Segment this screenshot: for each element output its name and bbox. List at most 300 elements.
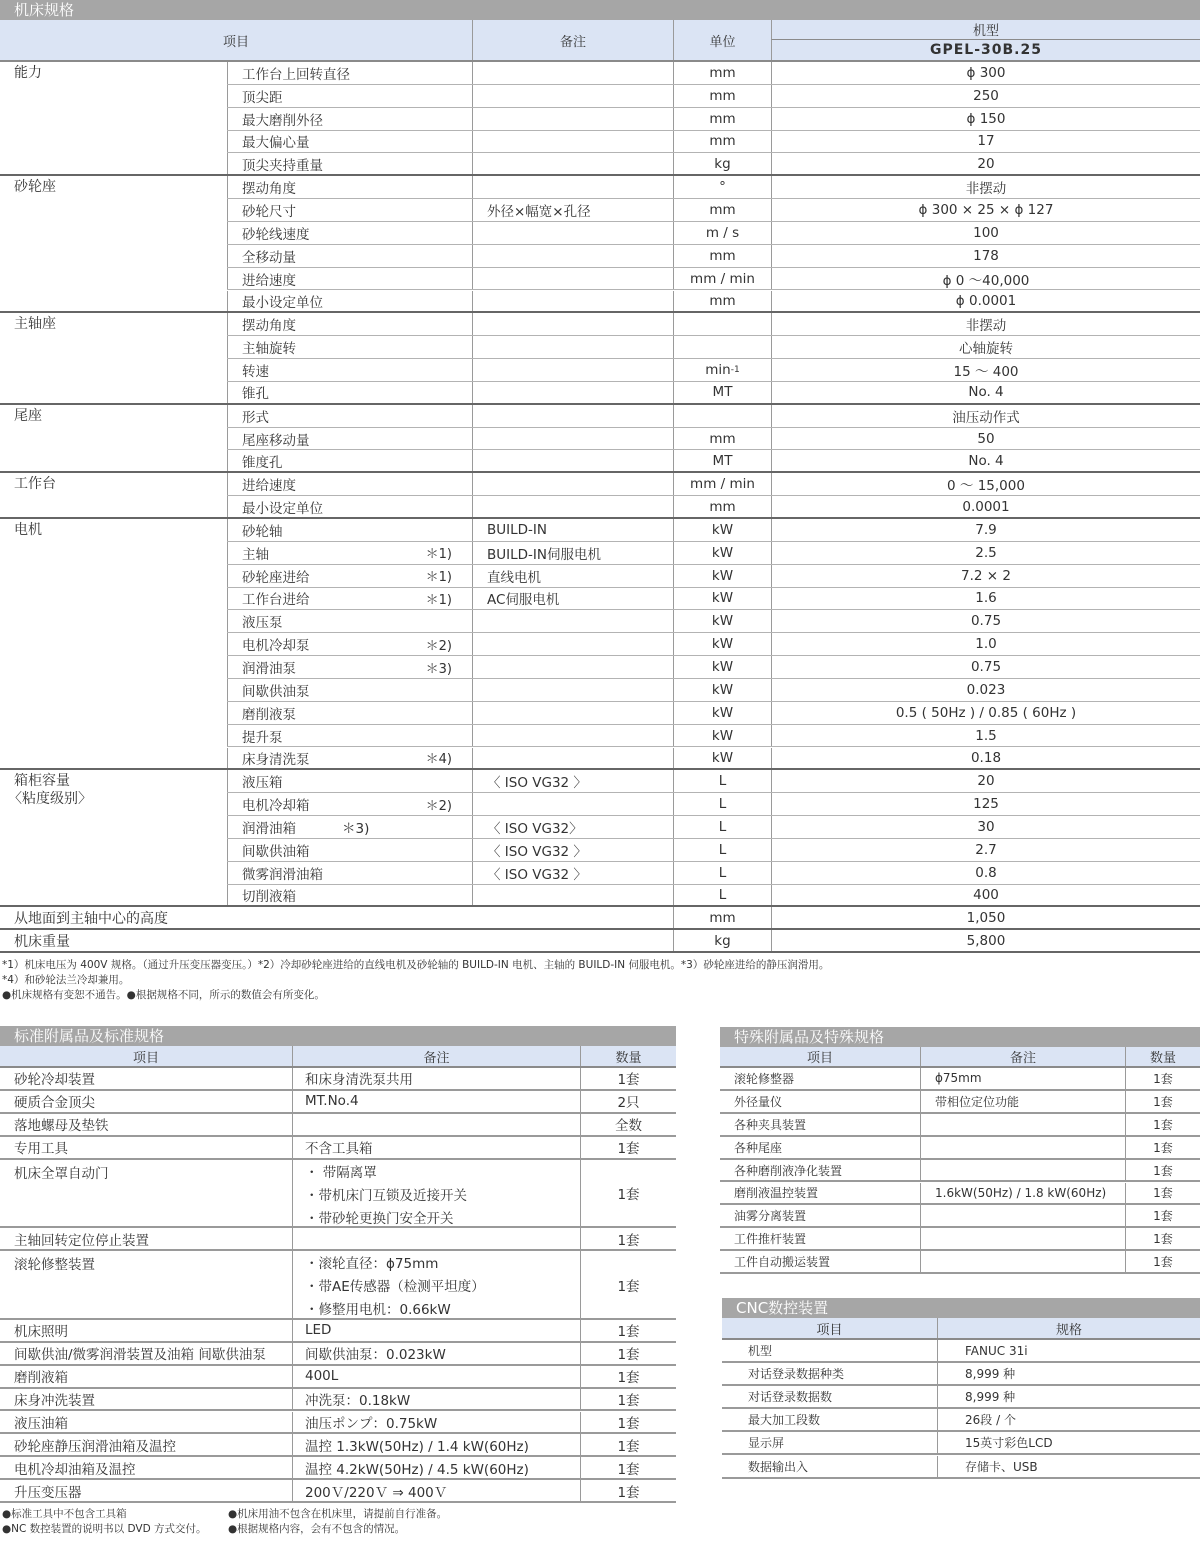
header-item: 项目 <box>816 1322 843 1338</box>
cnc-spec: 8,999 种 <box>937 1363 1200 1384</box>
spec-item-mark: ＊3) <box>342 820 370 837</box>
cnc-row <box>722 1363 1200 1386</box>
cnc-row <box>722 1456 1200 1479</box>
spec-value: ϕ 300 × 25 × ϕ 127 <box>771 199 1200 221</box>
spec-note <box>472 679 673 701</box>
special-item: 外径量仪 <box>734 1094 783 1109</box>
spec-item <box>227 199 472 221</box>
spec-unit <box>673 405 771 427</box>
spec-note: 〈 ISO VG32 〉 <box>472 770 673 792</box>
cnc-row <box>722 1386 1200 1409</box>
spec-item-label: 形式 <box>242 409 269 426</box>
header-note: 备注 <box>472 20 673 60</box>
standard-item: 间歇供油/微雾润滑装置及油箱 间歇供油泵 <box>14 1347 266 1364</box>
standard-note <box>292 1480 580 1501</box>
special-item: 各种夹具装置 <box>734 1117 807 1132</box>
special-row <box>720 1068 1200 1091</box>
spec-unit: mm <box>673 428 771 450</box>
special-qty: 1套 <box>1125 1228 1200 1249</box>
spec-value: 0.18 <box>771 748 1200 769</box>
spec-note: BUILD-IN <box>472 519 673 541</box>
spec-value: 15 ～ 400 <box>771 359 1200 381</box>
spec-item <box>227 336 472 358</box>
standard-qty: 1套 <box>580 1251 676 1318</box>
header-unit: 单位 <box>673 20 771 60</box>
spec-item-label: 最大磨削外径 <box>242 112 323 129</box>
special-row <box>720 1091 1200 1114</box>
standard-qty: 1套 <box>580 1228 676 1249</box>
spec-item-mark: ＊1) <box>425 547 452 563</box>
spec-note <box>472 291 673 312</box>
standard-row <box>0 1366 676 1389</box>
spec-note <box>472 885 673 906</box>
spec-unit: kW <box>673 565 771 587</box>
spec-item <box>227 291 472 312</box>
standard-qty: 1套 <box>580 1412 676 1433</box>
spec-note <box>472 336 673 358</box>
spec-item <box>227 725 472 747</box>
special-row <box>720 1183 1200 1206</box>
spec-item <box>227 885 472 906</box>
special-item: 各种尾座 <box>734 1140 783 1155</box>
standard-item: 升压变压器 <box>14 1484 82 1501</box>
spec-row <box>227 542 1200 565</box>
spec-unit: kW <box>673 702 771 724</box>
standard-item: 液压油箱 <box>14 1415 68 1432</box>
spec-row <box>227 131 1200 154</box>
special-row <box>720 1114 1200 1137</box>
spec-value: ϕ 0.0001 <box>771 291 1200 312</box>
standard-qty: 1套 <box>580 1366 676 1387</box>
spec-group-name: 能力 <box>14 65 42 81</box>
spec-row <box>227 85 1200 108</box>
spec-item <box>227 85 472 107</box>
cnc-item: 最大加工段数 <box>748 1413 821 1428</box>
spec-item <box>227 131 472 153</box>
spec-unit: kW <box>673 748 771 769</box>
spec-value: 5,800 <box>771 930 1200 951</box>
special-item: 油雾分离装置 <box>734 1209 807 1224</box>
spec-group-name: 砂轮座 <box>14 179 56 196</box>
standard-qty: 1套 <box>580 1434 676 1455</box>
spec-value: 100 <box>771 222 1200 244</box>
spec-item-label: 顶尖夹持重量 <box>242 157 323 174</box>
standard-note-line: LED <box>305 1322 332 1339</box>
standard-note-line: 不含工具箱 <box>305 1141 373 1158</box>
standard-note-line: 400L <box>305 1368 339 1385</box>
spec-unit: mm <box>673 62 771 84</box>
spec-row <box>227 336 1200 359</box>
spec-row <box>227 588 1200 611</box>
spec-unit: kg <box>673 930 771 951</box>
cnc-item: 对话登录数据数 <box>748 1390 833 1405</box>
spec-note <box>472 428 673 450</box>
spec-note: AC伺服电机 <box>472 588 673 610</box>
spec-row <box>227 565 1200 588</box>
spec-value: 0.0001 <box>771 496 1200 517</box>
spec-item-label: 电机冷却泵 <box>242 638 310 655</box>
spec-group-name: 电机 <box>14 522 42 538</box>
spec-note <box>472 313 673 335</box>
spec-note <box>472 108 673 130</box>
spec-unit: mm <box>673 108 771 130</box>
spec-item-label: 润滑油泵 <box>242 661 296 678</box>
standard-note-line: 200Ｖ/220Ｖ ⇒ 400Ｖ <box>305 1484 448 1501</box>
spec-row <box>227 382 1200 405</box>
spec-row <box>227 770 1200 793</box>
spec-unit: L <box>673 862 771 884</box>
standard-qty: 1套 <box>580 1137 676 1158</box>
spec-row <box>227 816 1200 839</box>
spec-value: 0.75 <box>771 656 1200 678</box>
standard-item: 电机冷却油箱及温控 <box>14 1461 136 1478</box>
spec-unit: kW <box>673 679 771 701</box>
spec-unit: kW <box>673 519 771 541</box>
spec-item <box>227 633 472 655</box>
spec-group-name-sub: 〈粘度级别〉 <box>8 791 92 808</box>
cnc-row <box>722 1432 1200 1455</box>
spec-row <box>227 679 1200 702</box>
standard-note-line: 冲洗泵：0.18kW <box>305 1393 411 1410</box>
cnc-row <box>722 1340 1200 1363</box>
spec-note <box>472 450 673 471</box>
cnc-spec: 15英寸彩色LCD <box>937 1432 1200 1453</box>
cnc-item: 数据输出入 <box>748 1459 809 1474</box>
spec-row <box>227 725 1200 748</box>
spec-row <box>227 633 1200 656</box>
cnc-row <box>722 1409 1200 1432</box>
spec-unit: kg <box>673 153 771 174</box>
spec-item-label: 间歇供油箱 <box>242 843 310 860</box>
standard-row <box>0 1320 676 1343</box>
cnc-spec: 26段 / 个 <box>937 1409 1200 1430</box>
spec-item <box>227 382 472 403</box>
spec-value: 1.0 <box>771 633 1200 655</box>
standard-note-line: ・带砂轮更换门安全开关 <box>305 1210 454 1227</box>
spec-row <box>227 496 1200 519</box>
header-note: 备注 <box>920 1047 1125 1066</box>
spec-item-label: 微雾润滑油箱 <box>242 866 323 883</box>
spec-item-label: 锥孔 <box>242 386 269 403</box>
spec-item-label: 进给速度 <box>242 478 296 495</box>
spec-row <box>227 291 1200 314</box>
spec-row <box>227 862 1200 885</box>
standard-note <box>292 1343 580 1364</box>
standard-note <box>292 1434 580 1455</box>
spec-value: 20 <box>771 770 1200 792</box>
standard-row <box>0 1160 676 1229</box>
special-row <box>720 1205 1200 1228</box>
spec-row <box>227 473 1200 496</box>
spec-group-name: 主轴座 <box>14 316 56 333</box>
spec-note <box>472 473 673 495</box>
spec-item-label: 砂轮线速度 <box>242 226 310 243</box>
standard-note <box>292 1068 580 1089</box>
spec-item-label: 工作台进给 <box>242 592 310 609</box>
standard-row <box>0 1114 676 1137</box>
spec-note <box>472 268 673 290</box>
standard-qty: 1套 <box>580 1343 676 1364</box>
spec-item <box>227 222 472 244</box>
standard-note <box>292 1251 580 1318</box>
spec-value: 1.6 <box>771 588 1200 610</box>
spec-item <box>227 496 472 517</box>
standard-row <box>0 1412 676 1435</box>
standard-note-line: 间歇供油泵：0.023kW <box>305 1347 446 1364</box>
spec-item-mark: ＊1) <box>425 592 452 608</box>
spec-note: BUILD-IN伺服电机 <box>472 542 673 564</box>
spec-value: 0.75 <box>771 610 1200 632</box>
special-item: 工件自动搬运装置 <box>734 1255 831 1270</box>
spec-item-label: 主轴 <box>242 546 269 563</box>
special-note <box>920 1160 1125 1181</box>
spec-item-label: 砂轮座进给 <box>242 569 310 586</box>
standard-note-line: ・修整用电机：0.66kW <box>305 1302 451 1319</box>
spec-item-label: 液压箱 <box>242 775 283 792</box>
spec-item-label: 转速 <box>242 363 269 380</box>
standard-note-line: ・ 带隔离罩 <box>305 1164 377 1181</box>
spec-value: 30 <box>771 816 1200 838</box>
spec-value: ϕ 150 <box>771 108 1200 130</box>
spec-value: 0.8 <box>771 862 1200 884</box>
spec-unit: L <box>673 770 771 792</box>
spec-note <box>472 245 673 267</box>
standard-item: 落地螺母及垫铁 <box>14 1118 109 1135</box>
standard-item: 磨削液箱 <box>14 1370 68 1387</box>
header-item: 项目 <box>132 1050 159 1066</box>
spec-row <box>227 313 1200 336</box>
standard-note <box>292 1160 580 1227</box>
special-note <box>920 1205 1125 1226</box>
spec-section-title: 机床规格 <box>0 0 1200 20</box>
spec-note: 〈 ISO VG32〉 <box>472 816 673 838</box>
spec-unit: m / s <box>673 222 771 244</box>
special-qty: 1套 <box>1125 1160 1200 1181</box>
spec-value: 250 <box>771 85 1200 107</box>
spec-item <box>227 519 472 541</box>
spec-item-label: 工作台上回转直径 <box>242 66 350 83</box>
spec-row <box>227 428 1200 451</box>
spec-item-mark: ＊2) <box>425 638 452 654</box>
spec-row <box>227 268 1200 291</box>
standard-item: 砂轮座静压润滑油箱及温控 <box>14 1438 176 1455</box>
spec-note <box>472 382 673 403</box>
spec-unit: L <box>673 816 771 838</box>
spec-item-label: 最小设定单位 <box>242 500 323 517</box>
spec-unit: mm <box>673 85 771 107</box>
spec-value: 50 <box>771 428 1200 450</box>
spec-row <box>227 748 1200 771</box>
spec-item-label: 进给速度 <box>242 272 296 289</box>
spec-unit: kW <box>673 656 771 678</box>
special-table-header <box>720 1047 1200 1068</box>
spec-unit: mm <box>673 496 771 517</box>
spec-note: 外径×幅宽×孔径 <box>472 199 673 221</box>
standard-note <box>292 1114 580 1135</box>
special-note: 带相位定位功能 <box>920 1091 1125 1112</box>
standard-item: 专用工具 <box>14 1141 68 1158</box>
standard-note-line: ・带AE传感器（检测平坦度） <box>305 1279 485 1296</box>
spec-row <box>227 656 1200 679</box>
spec-unit: ° <box>673 176 771 198</box>
spec-item <box>227 428 472 450</box>
standard-note <box>292 1137 580 1158</box>
standard-row <box>0 1228 676 1251</box>
spec-group <box>0 519 227 770</box>
spec-note <box>472 131 673 153</box>
spec-unit: mm / min <box>673 268 771 290</box>
cnc-item: 机型 <box>748 1344 773 1359</box>
spec-value: 400 <box>771 885 1200 906</box>
spec-item <box>227 542 472 564</box>
special-item: 滚轮修整器 <box>734 1071 795 1086</box>
spec-item-label: 全移动量 <box>242 249 296 266</box>
spec-row <box>227 222 1200 245</box>
standard-note-line: 油压ポンプ：0.75kW <box>305 1415 438 1432</box>
spec-item-mark: ＊3) <box>425 661 452 677</box>
spec-item <box>227 770 472 792</box>
header-item: 项目 <box>222 34 249 50</box>
spec-value: 0.5 ( 50Hz ) / 0.85 ( 60Hz ) <box>771 702 1200 724</box>
spec-item-label: 间歇供油泵 <box>242 683 310 700</box>
special-qty: 1套 <box>1125 1183 1200 1204</box>
spec-footnotes <box>2 958 1200 1003</box>
spec-row <box>227 108 1200 131</box>
spec-value: ϕ 0 ～40,000 <box>771 268 1200 290</box>
spec-item-mark: ＊4) <box>425 752 452 768</box>
spec-unit: kW <box>673 542 771 564</box>
header-qty: 数量 <box>1125 1047 1200 1066</box>
standard-footnote-1a: ●标准工具中不包含工具箱 <box>2 1508 127 1520</box>
spec-item-label: 切削液箱 <box>242 889 296 906</box>
spec-value: 0 ～ 15,000 <box>771 473 1200 495</box>
header-item: 项目 <box>806 1051 833 1066</box>
standard-item: 机床照明 <box>14 1324 68 1341</box>
spec-row <box>227 450 1200 473</box>
spec-note: 直线电机 <box>472 565 673 587</box>
standard-section-title: 标准附属品及标准规格 <box>0 1026 676 1046</box>
special-item: 工件推杆装置 <box>734 1232 807 1247</box>
standard-row <box>0 1091 676 1114</box>
standard-row <box>0 1389 676 1412</box>
footnote-1: *1）机床电压为 400V 规格。（通过升压变压器变压。）*2）冷却砂轮座进给的直线电机及砂轮轴的 BUILD-IN 电机、主轴的 BUILD-IN 伺服电机。*3）砂轮座进给的静压润滑用。 <box>2 959 830 971</box>
spec-item-mark: ＊1) <box>425 570 452 586</box>
spec-item-label: 电机冷却箱 <box>242 798 310 815</box>
spec-note <box>472 405 673 427</box>
spec-total-item: 机床重量 <box>14 933 70 950</box>
standard-row <box>0 1343 676 1366</box>
standard-qty: 全数 <box>580 1114 676 1135</box>
spec-row <box>227 885 1200 908</box>
standard-item: 砂轮冷却装置 <box>14 1072 95 1089</box>
footnote-2: *4）和砂轮法兰冷却兼用。 <box>2 974 130 986</box>
special-qty: 1套 <box>1125 1137 1200 1158</box>
standard-footnotes <box>2 1507 678 1537</box>
spec-value: 2.5 <box>771 542 1200 564</box>
standard-note-line: 温控 4.2kW(50Hz) / 4.5 kW(60Hz) <box>305 1461 529 1478</box>
spec-note <box>472 85 673 107</box>
spec-value: ϕ 300 <box>771 62 1200 84</box>
spec-value: 7.2 × 2 <box>771 565 1200 587</box>
spec-row <box>227 839 1200 862</box>
spec-note <box>472 176 673 198</box>
special-qty: 1套 <box>1125 1205 1200 1226</box>
header-model-name: GPEL-30B.25 <box>771 40 1200 60</box>
spec-table-header <box>0 20 1200 62</box>
spec-note <box>472 62 673 84</box>
spec-value: 125 <box>771 793 1200 815</box>
spec-total-row <box>0 930 1200 953</box>
spec-unit <box>673 313 771 335</box>
special-row <box>720 1137 1200 1160</box>
standard-note <box>292 1389 580 1410</box>
spec-note <box>472 748 673 769</box>
special-note: ϕ75mm <box>920 1068 1125 1089</box>
spec-unit: kW <box>673 588 771 610</box>
spec-item <box>227 450 472 471</box>
spec-item <box>227 153 472 174</box>
spec-unit: kW <box>673 610 771 632</box>
spec-item <box>227 405 472 427</box>
spec-note <box>472 153 673 174</box>
special-qty: 1套 <box>1125 1114 1200 1135</box>
standard-note <box>292 1457 580 1478</box>
spec-value: 1,050 <box>771 907 1200 928</box>
standard-row <box>0 1068 676 1091</box>
special-qty: 1套 <box>1125 1251 1200 1272</box>
spec-unit: kW <box>673 725 771 747</box>
special-qty: 1套 <box>1125 1068 1200 1089</box>
spec-unit: MT <box>673 382 771 403</box>
cnc-spec: 8,999 种 <box>937 1386 1200 1407</box>
spec-value: No. 4 <box>771 382 1200 403</box>
special-row <box>720 1228 1200 1251</box>
spec-row <box>227 176 1200 199</box>
spec-item-label: 砂轮尺寸 <box>242 204 296 221</box>
spec-value: 0.023 <box>771 679 1200 701</box>
spec-unit: L <box>673 885 771 906</box>
spec-value: 178 <box>771 245 1200 267</box>
standard-qty: 1套 <box>580 1068 676 1089</box>
spec-group-name: 工作台 <box>14 476 56 493</box>
spec-item-label: 摆动角度 <box>242 181 296 198</box>
spec-item <box>227 748 472 769</box>
spec-item <box>227 108 472 130</box>
spec-item <box>227 176 472 198</box>
spec-item <box>227 313 472 335</box>
standard-note <box>292 1228 580 1249</box>
cnc-table-header <box>722 1318 1200 1340</box>
spec-item <box>227 359 472 381</box>
spec-unit: mm <box>673 245 771 267</box>
spec-value: 2.7 <box>771 839 1200 861</box>
special-note <box>920 1114 1125 1135</box>
spec-value: 7.9 <box>771 519 1200 541</box>
standard-note-line: 和床身清洗泵共用 <box>305 1072 413 1089</box>
footnote-3: ●机床规格有变恕不通告。●根据规格不同，所示的数值会有所变化。 <box>2 989 325 1001</box>
spec-item <box>227 588 472 610</box>
standard-qty: 1套 <box>580 1320 676 1341</box>
spec-unit: min -1 <box>673 359 771 381</box>
spec-item <box>227 245 472 267</box>
standard-note <box>292 1366 580 1387</box>
spec-item-label: 最小设定单位 <box>242 294 323 311</box>
standard-row <box>0 1434 676 1457</box>
special-row <box>720 1160 1200 1183</box>
standard-qty: 1套 <box>580 1160 676 1227</box>
special-row <box>720 1251 1200 1274</box>
spec-item <box>227 565 472 587</box>
